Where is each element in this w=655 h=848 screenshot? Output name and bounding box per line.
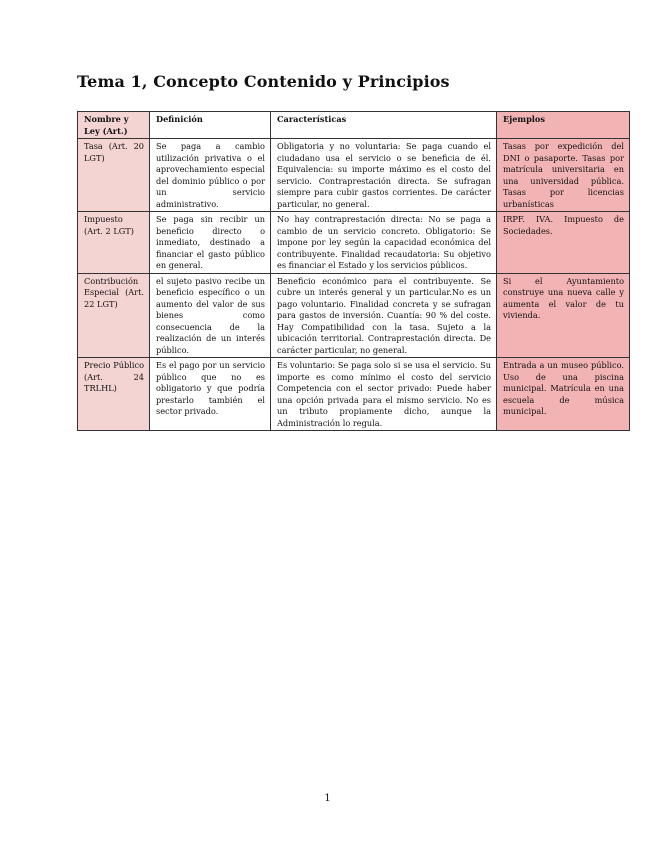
cell-definition: Se paga sin recibir un beneficio directo o inmediato, destinado a financiar el gasto público en general. [150, 212, 271, 274]
cell-characteristics: Es voluntario: Se paga solo si se usa el servicio. Su importe es como mínimo el costo del servicio Competencia con el sector privado: Puede haber una opción privada para el mismo servicio. No es un tributo propiamente dicho, aunque la Administración lo regula. [271, 358, 497, 431]
table-header-row [78, 112, 630, 139]
cell-definition: el sujeto pasivo recibe un beneficio específico o un aumento del valor de sus bienes como consecuencia de la realización de un interés público. [150, 273, 271, 358]
cell-examples: Si el Ayuntamiento construye una nueva calle y aumenta el valor de tu vivienda. [497, 273, 630, 358]
page-number: 1 [324, 793, 331, 804]
table-row [78, 273, 630, 358]
cell-examples: Entrada a un museo público. Uso de una piscina municipal. Matrícula en una escuela de música municipal. [497, 358, 630, 431]
cell-definition: Se paga a cambio utilización privativa o el aprovechamiento especial del dominio público o por un servicio administrativo. [150, 139, 271, 212]
header-examples: Ejemplos [497, 112, 630, 139]
cell-name: Precio Público (Art. 24 TRLHL) [78, 358, 150, 431]
page-title: Tema 1, Concepto Contenido y Principios [77, 72, 450, 91]
table-row [78, 358, 630, 431]
cell-definition: Es el pago por un servicio público que no es obligatorio y que podría prestarlo también el sector privado. [150, 358, 271, 431]
table-row [78, 212, 630, 274]
cell-name: Impuesto (Art. 2 LGT) [78, 212, 150, 274]
cell-examples: Tasas por expedición del DNI o pasaporte. Tasas por matrícula universitaria en una universidad pública. Tasas por licencias urbanísticas [497, 139, 630, 212]
cell-characteristics: No hay contraprestación directa: No se paga a cambio de un servicio concreto. Obligatorio: Se impone por ley según la capacidad económica del contribuyente. Finalidad recaudatoria: Su objetivo es financiar el Estado y los servicios públicos. [271, 212, 497, 274]
cell-examples: IRPF. IVA. Impuesto de Sociedades. [497, 212, 630, 274]
header-characteristics: Características [271, 112, 497, 139]
table-row [78, 139, 630, 212]
cell-name: Tasa (Art. 20 LGT) [78, 139, 150, 212]
header-name: Nombre y Ley (Art.) [78, 112, 150, 139]
cell-characteristics: Beneficio económico para el contribuyente. Se cubre un interés general y un particular.No es un pago voluntario. Finalidad concreta y se sufragan para gastos de inversión. Cuantía: 90 % del coste. Hay Compatibilidad con la tasa. Sujeto a la ubicación territorial. Contraprestación directa. De carácter particular, no general. [271, 273, 497, 358]
header-definition: Definición [150, 112, 271, 139]
tax-concepts-table [77, 111, 630, 431]
cell-name: Contribución Especial (Art. 22 LGT) [78, 273, 150, 358]
cell-characteristics: Obligatoria y no voluntaria: Se paga cuando el ciudadano usa el servicio o se beneficia de él. Equivalencia: su importe máximo es el costo del servicio. Contraprestación directa. Se sufragan siempre para cubir gastos corrientes. De carácter particular, no general. [271, 139, 497, 212]
